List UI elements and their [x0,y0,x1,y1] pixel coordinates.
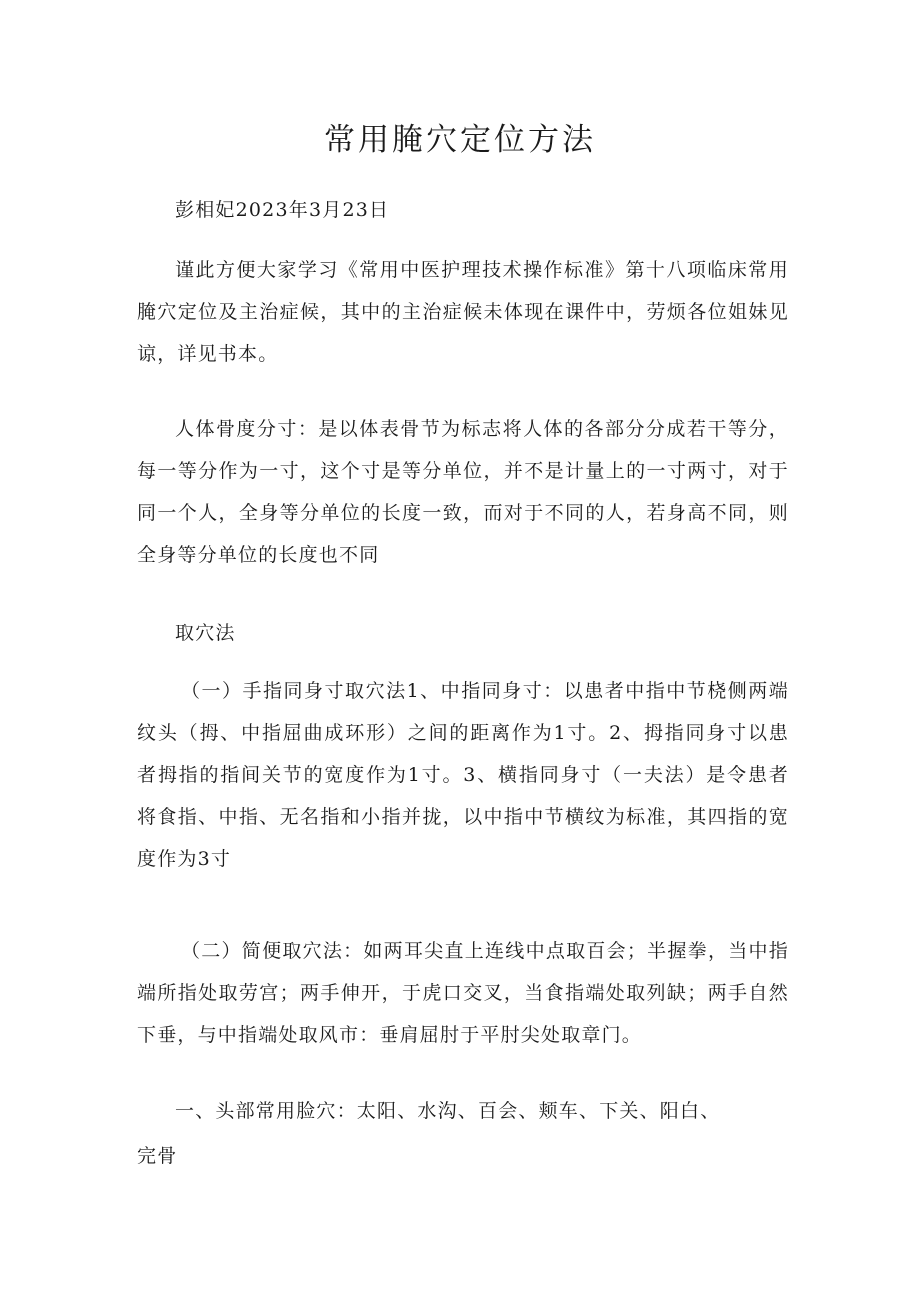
author-date-line: 彭相妃2023年3月23日 [175,199,390,221]
simple-method-paragraph: （二）简便取穴法：如两耳尖直上连线中点取百会；半握拳，当中指端所指处取劳宫；两手伸开，于虎口交叉，当食指端处取列缺；两手自然下垂，与中指端处取风市：垂肩屈肘于平肘尖处取章门。 [137,940,789,1046]
bone-cun-paragraph: 人体骨度分寸：是以体表骨节为标志将人体的各部分分成若干等分，每一等分作为一寸，这个寸是等分单位，并不是计量上的一寸两寸，对于同一个人，全身等分单位的长度一致，而对于不同的人，若身高不同，则全身等分单位的长度也不同 [137,418,789,566]
document-title: 常用腌穴定位方法 [324,122,596,158]
head-points-continuation: 完骨 [137,1145,178,1167]
finger-cun-paragraph: （一）手指同身寸取穴法1、中指同身寸：以患者中指中节桡侧两端纹头（拇、中指屈曲成环形）之间的距离作为1寸。2、拇指同身寸以患者拇指的指间关节的宽度作为1寸。3、横指同身寸（一夫法）是令患者将食指、中指、无名指和小指并拢，以中指中节横纹为标准，其四指的宽度作为3寸 [137,680,789,870]
head-points-line: 一、头部常用脸穴：太阳、水沟、百会、颊车、下关、阳白、 [175,1100,721,1122]
method-heading: 取穴法 [175,622,236,644]
intro-paragraph: 谨此方便大家学习《常用中医护理技术操作标准》第十八项临床常用腌穴定位及主治症候，其中的主治症候未体现在课件中，劳烦各位姐妹见谅，详见书本。 [137,259,789,365]
